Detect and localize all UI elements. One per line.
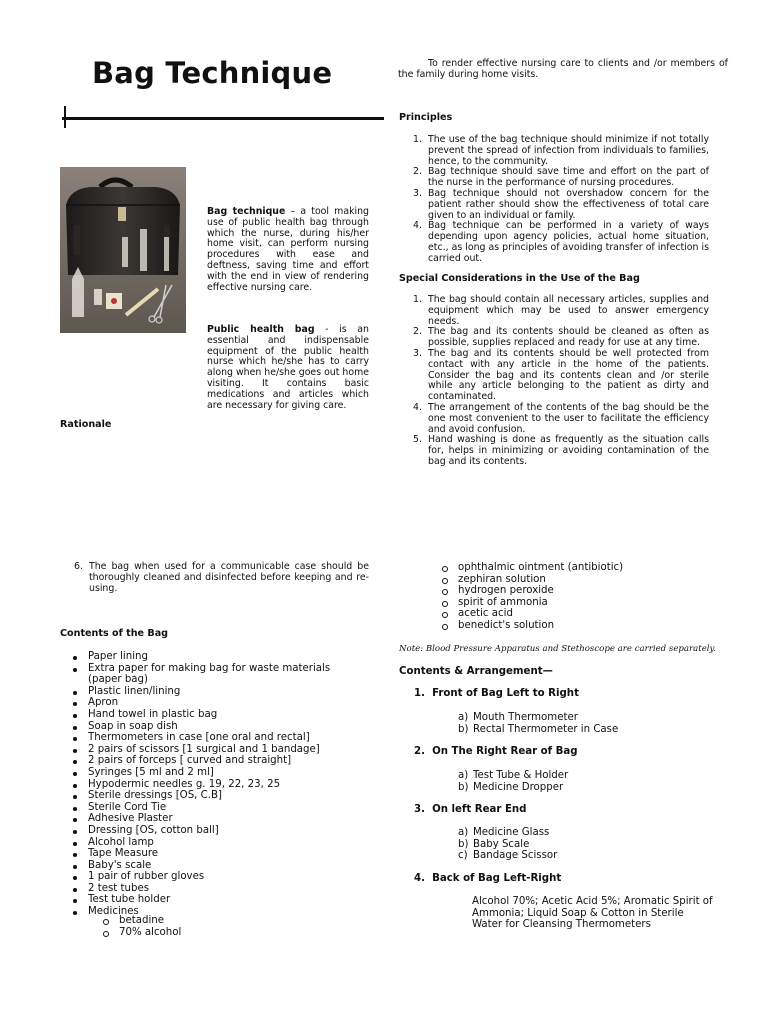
list-item: a) Test Tube & Holder (458, 770, 569, 781)
arrangement-back-text: Alcohol 70%; Acetic Acid 5%; Aromatic Spirit of Ammonia; Liquid Soap & Cotton in Sterile Water for Cleansing Thermometers (472, 896, 713, 931)
medicines-list (60, 915, 360, 938)
list-item: 3. The bag and its contents should be well protected from contact with any article in the home of the patients. Consider the bag and its contents clean and /or sterile while any article belonging to the patient as dirty and contaminated. (413, 347, 709, 403)
public-health-bag-text: - is an essential and indispensable equipment of the public health nurse which he/she has to carry along when he/she goes out home visiting. It contains basic medications and articles which are necessary for giving care. (207, 324, 369, 411)
list-item: 4. Bag technique can be performed in a variety of ways depending upon agency policies, actual home situation, etc., as long as principles of avoiding transfer of infection is carried out. (413, 220, 709, 264)
arrangement-section-4: 4. Back of Bag Left-Right (414, 873, 562, 884)
public-health-bag-definition (207, 325, 369, 411)
list-item: Medicines (60, 906, 360, 918)
list-item: b) Medicine Dropper (458, 781, 564, 793)
medicines-list-continued (400, 562, 700, 632)
list-item: Test tube holder (60, 894, 360, 906)
list-item: ophthalmic ointment (antibiotic) (400, 562, 700, 574)
rationale-heading: Rationale (60, 419, 112, 430)
principles-heading: Principles (399, 112, 453, 123)
list-item: Paper lining (60, 651, 360, 663)
list-item: spirit of ammonia (400, 597, 700, 609)
bag-technique-text: – a tool making use of public health bag through which the nurse, during his/her home visit, can perform nursing procedures with ease and deftness, saving time and effort with the end in view of rendering effective nursing care. (207, 206, 369, 293)
list-item: 1. The bag should contain all necessary articles, supplies and equipment which may be used to answer emergency needs. (413, 294, 709, 327)
title-rule-tick (64, 106, 66, 128)
list-item: 2. Bag technique should save time and effort on the part of the nurse in the performance of nursing procedures. (413, 166, 709, 189)
special-considerations-list (399, 295, 709, 468)
arrangement-section-3-items (400, 827, 700, 862)
nursing-bag-illustration (60, 167, 186, 333)
list-item: Adhesive Plaster (60, 813, 360, 825)
arrangement-section-2-items (400, 770, 700, 793)
arrangement-section-1: 1. Front of Bag Left to Right (414, 688, 579, 699)
list-item: Extra paper for making bag for waste materials (paper bag) (60, 663, 360, 686)
note: Note: Blood Pressure Apparatus and Stethoscope are carried separately. (399, 644, 717, 654)
special-considerations-heading: Special Considerations in the Use of the Bag (399, 273, 640, 284)
list-item: Thermometers in case [one oral and rectal] (60, 732, 360, 744)
contents-list (60, 651, 360, 918)
list-item: 1. The use of the bag technique should minimize if not totally prevent the spread of infection from individuals to families, hence, to the community. (413, 134, 709, 167)
intro-paragraph: To render effective nursing care to clients and /or members of the family during home visits. (398, 58, 728, 80)
contents-heading: Contents of the Bag (60, 628, 169, 639)
list-item: Plastic linen/lining (60, 686, 360, 698)
public-health-bag-term: Public health bag (207, 324, 315, 335)
list-item: b) Rectal Thermometer in Case (458, 723, 619, 735)
list-item: 2. The bag and its contents should be cleaned as often as possible, supplies replaced and ready for use at any time. (413, 326, 709, 349)
list-item: hydrogen peroxide (400, 585, 700, 597)
list-item: 5. Hand washing is done as frequently as the situation calls for, helps in minimizing or avoiding contamination of the bag and its contents. (413, 434, 709, 467)
arrangement-section-3: 3. On left Rear End (414, 804, 527, 815)
list-item: Sterile Cord Tie (60, 802, 360, 814)
arrangement-heading: Contents & Arrangement— (399, 666, 553, 677)
bag-technique-term: Bag technique (207, 206, 286, 217)
list-item: c) Bandage Scissor (458, 850, 558, 862)
list-item: 3. Bag technique should not overshadow concern for the patient rather should show the effectiveness of total care given to an individual or family. (413, 187, 709, 221)
list-item: 4. The arrangement of the contents of the bag should be the one most convenient to the user to facilitate the efficiency and avoid confusion. (413, 401, 709, 435)
list-item: Hand towel in plastic bag (60, 709, 360, 721)
list-item: betadine (60, 915, 360, 927)
list-item: Hypodermic needles g. 19, 22, 23, 25 (60, 779, 360, 791)
list-item: a) Medicine Glass (458, 827, 550, 838)
list-item: Baby's scale (60, 860, 360, 872)
list-item: Syringes [5 ml and 2 ml] (60, 767, 360, 779)
list-item: 2 pairs of forceps [ curved and straight] (60, 755, 360, 767)
list-item: 70% alcohol (60, 927, 360, 939)
nursing-bag-photo (60, 167, 186, 333)
arrangement-section-1-items (400, 712, 700, 735)
principles-list (399, 135, 709, 265)
bag-technique-definition (207, 207, 369, 293)
page-title: Bag Technique (92, 56, 333, 90)
list-item: 1 pair of rubber gloves (60, 871, 360, 883)
arrangement-section-2: 2. On The Right Rear of Bag (414, 746, 578, 757)
list-item: 2 pairs of scissors [1 surgical and 1 bandage] (60, 744, 360, 756)
list-item: acetic acid (400, 608, 700, 620)
special-considerations-list-continued (60, 562, 369, 594)
list-item: Dressing [OS, cotton ball] (60, 825, 360, 837)
list-item: 6. The bag when used for a communicable case should be thoroughly cleaned and disinfected before keeping and re-using. (74, 561, 369, 594)
list-item: Soap in soap dish (60, 721, 360, 733)
title-rule (62, 117, 384, 120)
list-item: Alcohol lamp (60, 837, 360, 849)
list-item: benedict's solution (400, 620, 700, 632)
list-item: Sterile dressings [OS, C.B] (60, 790, 360, 802)
list-item: Apron (60, 697, 360, 709)
list-item: a) Mouth Thermometer (458, 712, 578, 723)
list-item: 2 test tubes (60, 883, 360, 895)
list-item: b) Baby Scale (458, 838, 530, 850)
list-item: Tape Measure (60, 848, 360, 860)
list-item: zephiran solution (400, 574, 700, 586)
